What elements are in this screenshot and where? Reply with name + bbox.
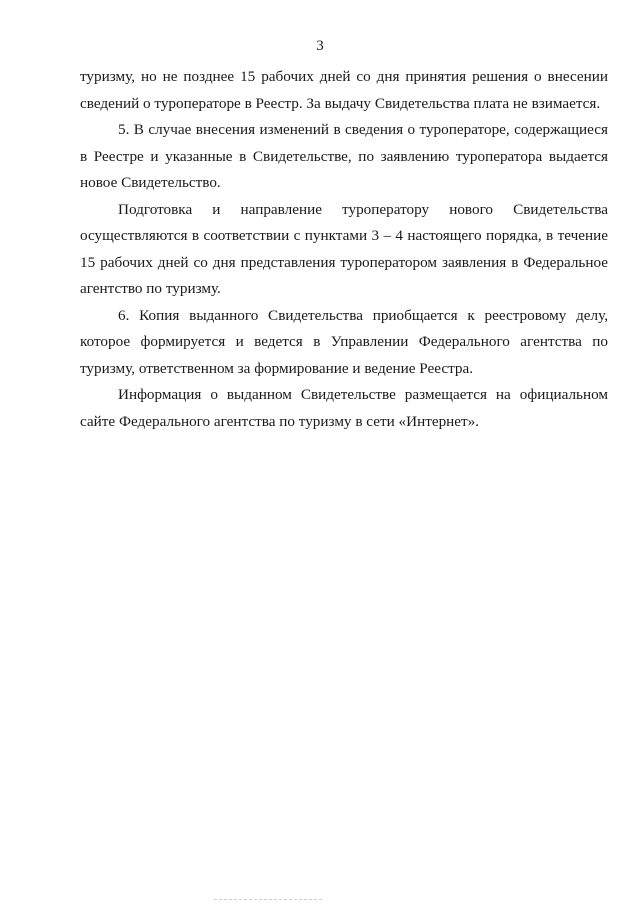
scan-edge-mark <box>214 899 322 900</box>
paragraph-continuation: туризму, но не позднее 15 рабочих дней со дня принятия решения о внесении сведений о туроператоре в Реестр. За выдачу Свидетельства плата не взимается. <box>80 68 608 112</box>
document-body <box>80 64 608 435</box>
paragraph-item-5: 5. В случае внесения изменений в сведения о туроператоре, содержащиеся в Реестре и указанные в Свидетельстве, по заявлению туроператора выдается новое Свидетельство. <box>80 121 608 191</box>
paragraph-information: Информация о выданном Свидетельстве размещается на официальном сайте Федерального агентства по туризму в сети «Интернет». <box>80 386 608 430</box>
paragraph-preparation: Подготовка и направление туроператору нового Свидетельства осуществляются в соответствии с пунктами 3 – 4 настоящего порядка, в течение 15 рабочих дней со дня представления туроператором заявления в Федеральное агентство по туризму. <box>80 200 608 297</box>
paragraph-item-6: 6. Копия выданного Свидетельства приобщается к реестровому делу, которое формируется и ведется в Управлении Федерального агентства по туризму, ответственном за формирование и ведение Реестра. <box>80 306 608 377</box>
page-number: 3 <box>316 38 324 54</box>
